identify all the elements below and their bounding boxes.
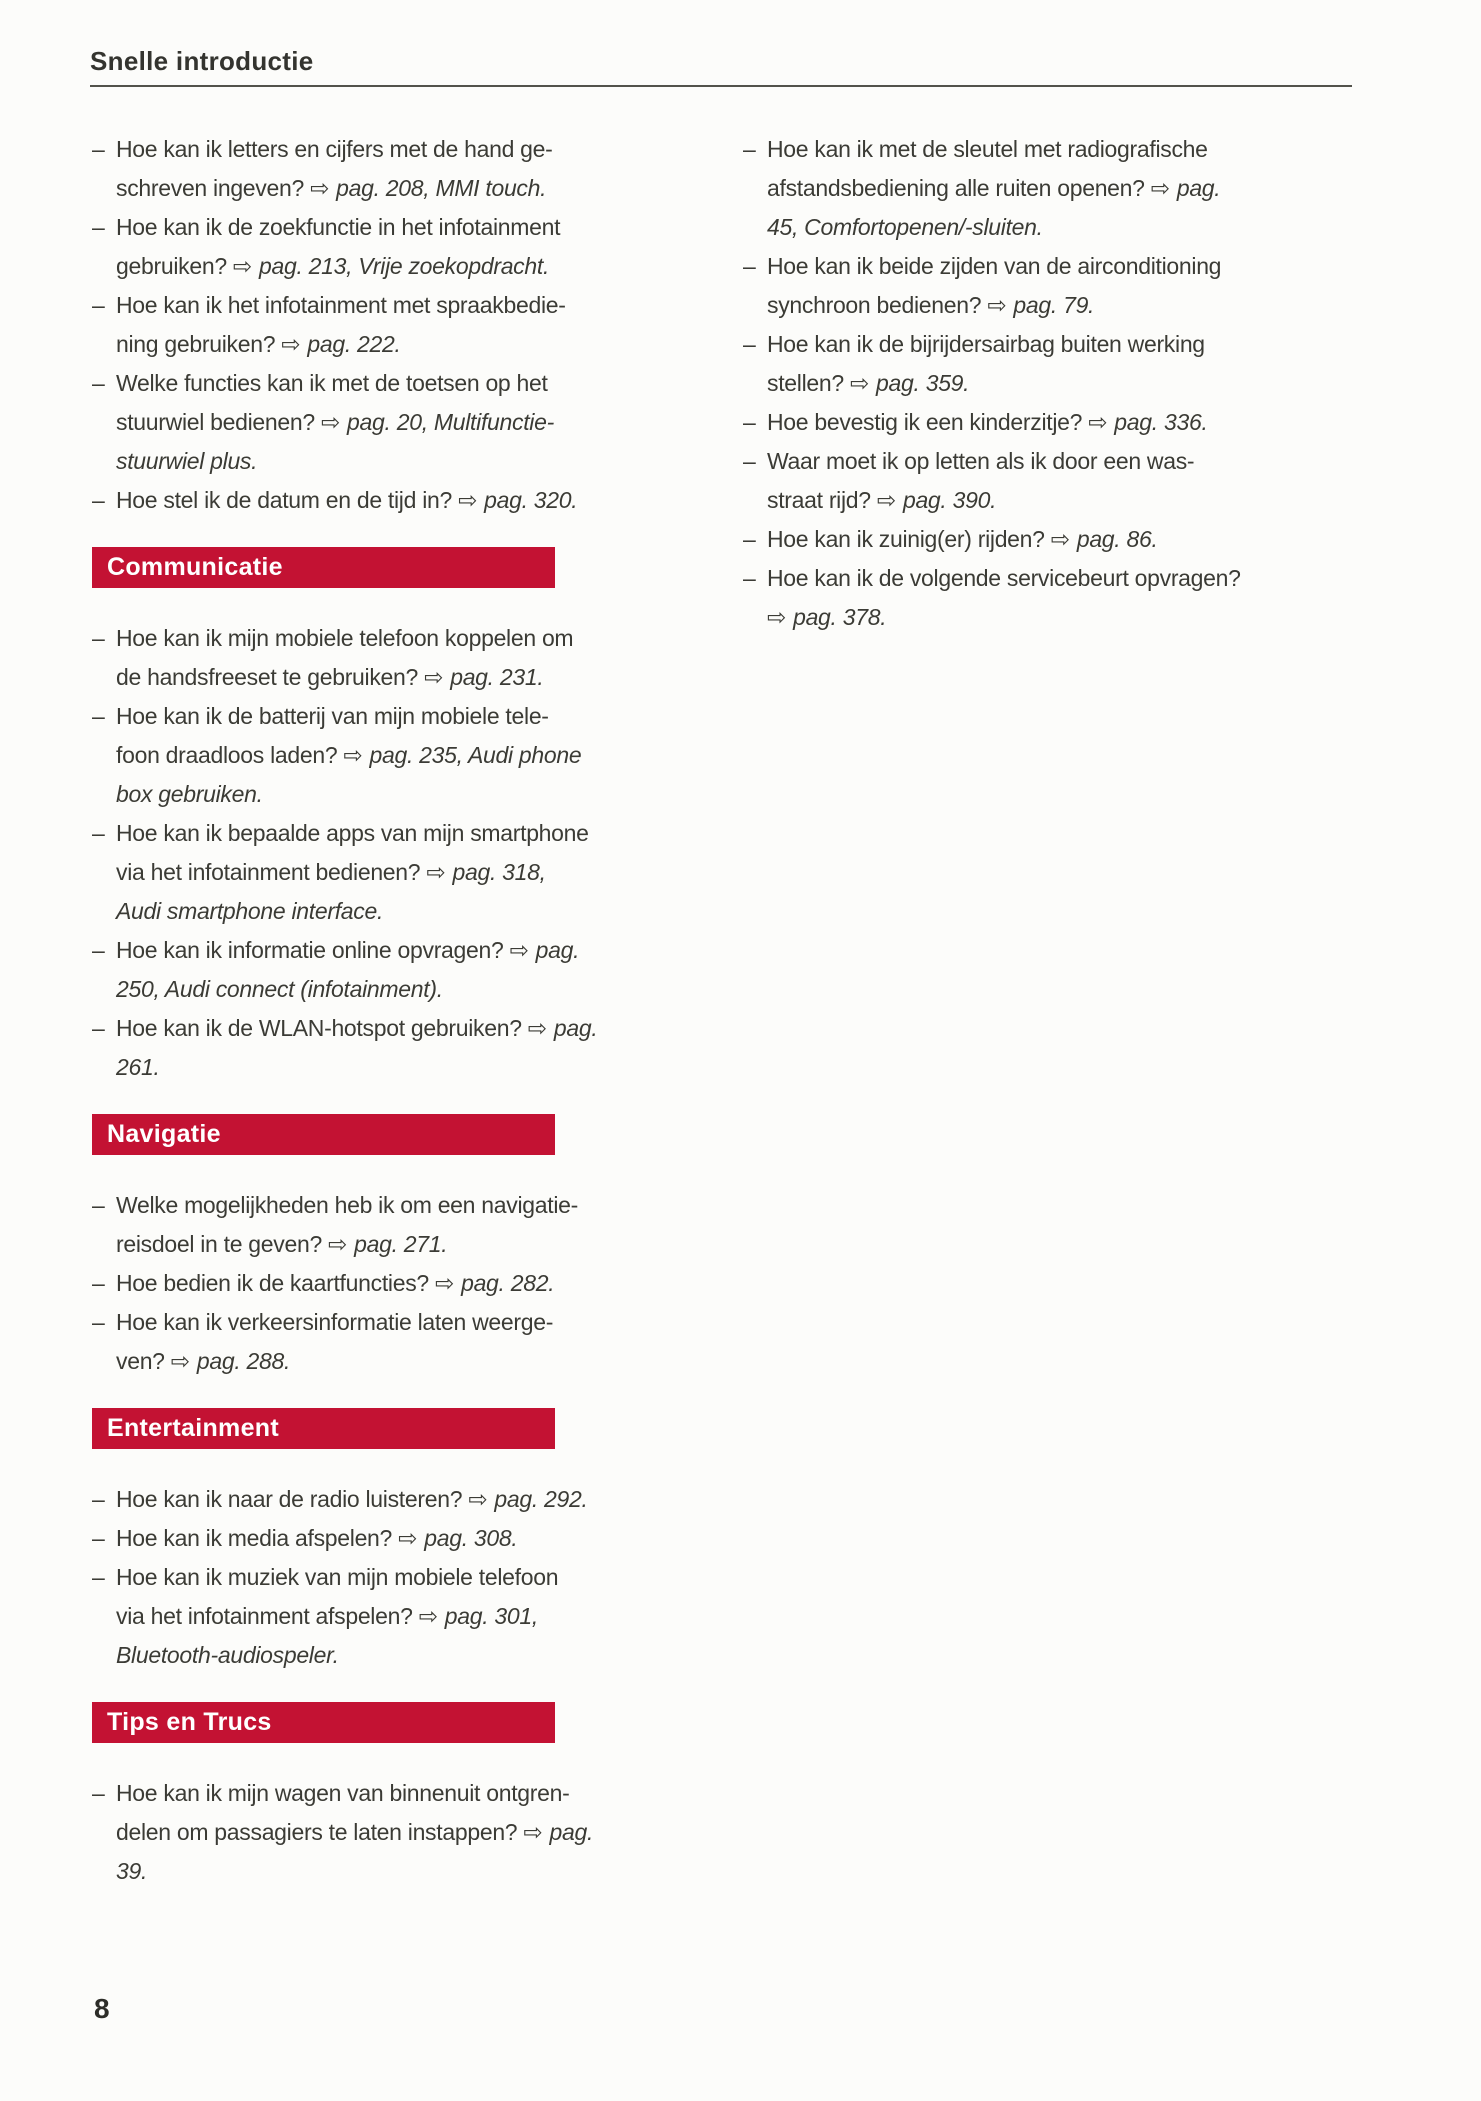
- list-item: [92, 1480, 588, 1519]
- page-ref-arrow-icon: ⇨: [320, 409, 340, 435]
- bullet-dash: –: [92, 1015, 105, 1041]
- list-item: [743, 520, 1318, 559]
- page-ref-arrow-icon: ⇨: [523, 1819, 543, 1845]
- page-ref-text: 261.: [116, 1054, 160, 1080]
- item-text-line: [116, 1813, 594, 1852]
- section-header-label: Navigatie: [107, 1120, 221, 1148]
- question-text: de handsfreeset te gebruiken?: [116, 664, 425, 690]
- question-text: Hoe kan ik letters en cijfers met de hand ge-: [116, 136, 553, 162]
- question-text: Hoe kan ik de bijrijdersairbag buiten werking: [767, 331, 1205, 357]
- page-ref-text: pag.: [1170, 175, 1221, 201]
- page-number: 8: [94, 1993, 110, 2024]
- page-ref-text: pag. 359.: [869, 370, 970, 396]
- page-ref-arrow-icon: ⇨: [1150, 175, 1170, 201]
- item-text-line: [116, 364, 555, 403]
- page-ref-text: pag. 390.: [896, 487, 997, 513]
- item-text-line: [767, 442, 1318, 481]
- page-ref-arrow-icon: ⇨: [232, 253, 252, 279]
- page-ref-text: pag. 288.: [190, 1348, 291, 1374]
- item-text-line: [116, 1009, 598, 1048]
- list-item: [92, 1186, 578, 1264]
- section-header-tips-en-trucs: [92, 1702, 555, 1743]
- bullet-dash: –: [92, 1486, 105, 1512]
- page-ref-text: pag. 213, Vrije zoekopdracht.: [252, 253, 550, 279]
- list-item: [743, 403, 1318, 442]
- item-text-line: [116, 208, 561, 247]
- page-ref-arrow-icon: ⇨: [418, 1603, 438, 1629]
- item-text-line: [767, 364, 1318, 403]
- list-item: [743, 325, 1318, 403]
- bullet-dash: –: [92, 937, 105, 963]
- item-text-line: [767, 559, 1318, 598]
- item-text-line: [116, 481, 578, 520]
- page-ref-text: pag. 336.: [1108, 409, 1208, 435]
- item-text-line: [116, 1597, 555, 1636]
- question-text: Hoe kan ik beide zijden van de airconditioning: [767, 253, 1222, 279]
- item-text-line: [767, 286, 1318, 325]
- item-text-line: [767, 130, 1318, 169]
- bullet-dash: –: [743, 331, 756, 357]
- bullet-dash: –: [92, 1525, 105, 1551]
- list-item: [743, 442, 1318, 520]
- item-text-line: [116, 1225, 555, 1264]
- list-item: [92, 814, 589, 931]
- bullet-dash: –: [92, 487, 105, 513]
- bullet-dash: –: [92, 625, 105, 651]
- page-ref-text: 45, Comfortopenen/-sluiten.: [767, 214, 1043, 240]
- right-column: [743, 130, 1318, 637]
- page-ref-text: stuurwiel plus.: [116, 448, 258, 474]
- question-text: Hoe bedien ik de kaartfuncties?: [116, 1270, 435, 1296]
- item-text-line: [116, 1558, 559, 1597]
- question-text: synchroon bedienen?: [767, 292, 988, 318]
- item-text-line: [116, 286, 566, 325]
- list-item: [92, 1774, 594, 1891]
- question-text: Welke mogelijkheden heb ik om een navigatie-: [116, 1192, 578, 1218]
- list-item: [92, 1303, 555, 1381]
- bullet-dash: –: [92, 820, 105, 846]
- item-text-line: [116, 697, 555, 736]
- item-text-line: [116, 325, 555, 364]
- list-item: [92, 481, 578, 520]
- page-ref-arrow-icon: ⇨: [458, 487, 478, 513]
- page-ref-arrow-icon: ⇨: [876, 487, 896, 513]
- question-text: Welke functies kan ik met de toetsen op het: [116, 370, 548, 396]
- page-ref-arrow-icon: ⇨: [1050, 526, 1070, 552]
- item-text-line: [116, 1852, 555, 1891]
- question-text: Hoe kan ik zuinig(er) rijden?: [767, 526, 1051, 552]
- list-item: [92, 130, 555, 208]
- page-ref-text: Bluetooth-audiospeler.: [116, 1642, 339, 1668]
- list-item: [92, 1009, 598, 1087]
- item-text-line: [116, 442, 555, 481]
- title-rule: [90, 85, 1352, 87]
- bullet-dash: –: [92, 370, 105, 396]
- bullet-dash: –: [92, 1309, 105, 1335]
- page-ref-arrow-icon: ⇨: [987, 292, 1007, 318]
- list-item: [92, 697, 582, 814]
- item-text-line: [116, 853, 555, 892]
- list-item: [92, 1264, 555, 1303]
- list-item: [743, 247, 1318, 325]
- list-item: [92, 364, 555, 481]
- page-ref-arrow-icon: ⇨: [398, 1525, 418, 1551]
- item-text-line: [767, 481, 1318, 520]
- list-item: [92, 619, 574, 697]
- section-header-label: Entertainment: [107, 1414, 279, 1442]
- item-text-line: [116, 247, 555, 286]
- item-text-line: [116, 931, 580, 970]
- question-text: stuurwiel bedienen?: [116, 409, 321, 435]
- page-ref-arrow-icon: ⇨: [767, 604, 786, 630]
- left-column: [92, 130, 598, 1891]
- question-text: Hoe kan ik verkeersinformatie laten weerge-: [116, 1309, 554, 1335]
- page-ref-text: pag. 79.: [1007, 292, 1095, 318]
- item-text-line: [767, 520, 1318, 559]
- section-header-entertainment: [92, 1408, 555, 1449]
- question-text: Hoe kan ik de WLAN-hotspot gebruiken?: [116, 1015, 528, 1041]
- question-text: afstandsbediening alle ruiten openen?: [767, 175, 1151, 201]
- page-title: Snelle introductie: [90, 46, 314, 76]
- list-item: [743, 130, 1318, 247]
- page-ref-text: pag. 235, Audi phone: [363, 742, 582, 768]
- page-ref-arrow-icon: ⇨: [170, 1348, 190, 1374]
- page-ref-text: pag. 320.: [478, 487, 578, 513]
- item-text-line: [116, 658, 555, 697]
- page-ref-text: 39.: [116, 1858, 148, 1884]
- item-text-line: [116, 775, 555, 814]
- item-text-line: [116, 1636, 555, 1675]
- bullet-dash: –: [743, 136, 756, 162]
- item-text-line: [116, 169, 555, 208]
- question-text: schreven ingeven?: [116, 175, 311, 201]
- item-text-line: [767, 169, 1318, 208]
- page-ref-text: pag. 222.: [301, 331, 401, 357]
- page-ref-text: pag.: [543, 1819, 594, 1845]
- question-text: reisdoel in te geven?: [116, 1231, 329, 1257]
- page-ref-arrow-icon: ⇨: [343, 742, 363, 768]
- section-header-communicatie: [92, 547, 555, 588]
- question-text: Hoe bevestig ik een kinderzitje?: [767, 409, 1089, 435]
- item-text-line: [116, 814, 589, 853]
- section-header-navigatie: [92, 1114, 555, 1155]
- item-text-line: [116, 1342, 555, 1381]
- item-text-line: [116, 130, 555, 169]
- question-text: Waar moet ik op letten als ik door een was-: [767, 448, 1195, 474]
- item-text-line: [116, 1186, 578, 1225]
- bullet-dash: –: [743, 409, 756, 435]
- item-text-line: [767, 325, 1318, 364]
- question-text: Hoe kan ik de batterij van mijn mobiele tele-: [116, 703, 549, 729]
- question-text: Hoe kan ik de zoekfunctie in het infotainment: [116, 214, 561, 240]
- question-text: via het infotainment bedienen?: [116, 859, 427, 885]
- item-text-line: [116, 1264, 555, 1303]
- question-text: Hoe kan ik bepaalde apps van mijn smartphone: [116, 820, 589, 846]
- question-text: Hoe kan ik media afspelen?: [116, 1525, 399, 1551]
- bullet-dash: –: [743, 448, 756, 474]
- item-text-line: [116, 1519, 555, 1558]
- question-text: delen om passagiers te laten instappen?: [116, 1819, 524, 1845]
- question-text: Hoe kan ik het infotainment met spraakbedie-: [116, 292, 566, 318]
- page-ref-text: pag. 292.: [488, 1486, 588, 1512]
- question-text: Hoe stel ik de datum en de tijd in?: [116, 487, 459, 513]
- page-ref-text: pag. 378.: [786, 604, 887, 630]
- page-ref-text: pag. 271.: [348, 1231, 448, 1257]
- bullet-dash: –: [92, 292, 105, 318]
- item-text-line: [767, 403, 1318, 442]
- question-text: stellen?: [767, 370, 850, 396]
- item-text-line: [116, 736, 582, 775]
- page-ref-arrow-icon: ⇨: [310, 175, 330, 201]
- question-text: Hoe kan ik de volgende servicebeurt opvragen?: [767, 565, 1241, 591]
- page-ref-arrow-icon: ⇨: [435, 1270, 454, 1296]
- bullet-dash: –: [92, 703, 105, 729]
- question-text: Hoe kan ik naar de radio luisteren?: [116, 1486, 469, 1512]
- page-ref-arrow-icon: ⇨: [328, 1231, 348, 1257]
- bullet-dash: –: [92, 1192, 105, 1218]
- page-ref-arrow-icon: ⇨: [849, 370, 869, 396]
- page-ref-arrow-icon: ⇨: [527, 1015, 547, 1041]
- question-text: Hoe kan ik met de sleutel met radiografische: [767, 136, 1208, 162]
- page-ref-text: pag. 282.: [454, 1270, 555, 1296]
- page-ref-text: pag. 20, Multifunctie-: [340, 409, 554, 435]
- question-text: Hoe kan ik mijn mobiele telefoon koppelen om: [116, 625, 574, 651]
- list-item: [92, 208, 561, 286]
- item-text-line: [767, 208, 1318, 247]
- list-item: [92, 1558, 559, 1675]
- question-text: Hoe kan ik informatie online opvragen?: [116, 937, 510, 963]
- list-item: [92, 931, 580, 1009]
- page-ref-text: pag. 318,: [446, 859, 546, 885]
- page-ref-text: Audi smartphone interface.: [116, 898, 384, 924]
- bullet-dash: –: [743, 565, 756, 591]
- page-ref-text: pag. 208, MMI touch.: [330, 175, 547, 201]
- page-ref-text: pag.: [529, 937, 580, 963]
- page-ref-text: 250, Audi connect (infotainment).: [116, 976, 443, 1002]
- question-text: foon draadloos laden?: [116, 742, 344, 768]
- question-text: Hoe kan ik muziek van mijn mobiele telefoon: [116, 1564, 559, 1590]
- page-ref-text: pag. 301,: [438, 1603, 538, 1629]
- list-item: [92, 1519, 555, 1558]
- question-text: straat rijd?: [767, 487, 877, 513]
- item-text-line: [116, 1774, 570, 1813]
- section-header-label: Tips en Trucs: [107, 1708, 272, 1736]
- page-ref-arrow-icon: ⇨: [509, 937, 529, 963]
- page-ref-text: pag. 86.: [1070, 526, 1158, 552]
- page-ref-text: pag.: [547, 1015, 598, 1041]
- question-text: ven?: [116, 1348, 171, 1374]
- page-ref-arrow-icon: ⇨: [468, 1486, 488, 1512]
- question-text: gebruiken?: [116, 253, 233, 279]
- bullet-dash: –: [743, 253, 756, 279]
- question-text: via het infotainment afspelen?: [116, 1603, 419, 1629]
- page-ref-text: pag. 308.: [418, 1525, 518, 1551]
- page-ref-text: box gebruiken.: [116, 781, 263, 807]
- page-ref-text: pag. 231.: [444, 664, 544, 690]
- item-text-line: [116, 1480, 588, 1519]
- question-text: ning gebruiken?: [116, 331, 282, 357]
- bullet-dash: –: [92, 1564, 105, 1590]
- item-text-line: [767, 598, 1318, 637]
- item-text-line: [116, 970, 555, 1009]
- bullet-dash: –: [92, 136, 105, 162]
- item-text-line: [767, 247, 1318, 286]
- item-text-line: [116, 619, 574, 658]
- bullet-dash: –: [743, 526, 756, 552]
- page-ref-arrow-icon: ⇨: [1088, 409, 1108, 435]
- item-text-line: [116, 1303, 555, 1342]
- item-text-line: [116, 403, 555, 442]
- page-ref-arrow-icon: ⇨: [424, 664, 444, 690]
- question-text: Hoe kan ik mijn wagen van binnenuit ontgren-: [116, 1780, 570, 1806]
- page-ref-arrow-icon: ⇨: [281, 331, 301, 357]
- item-text-line: [116, 1048, 555, 1087]
- section-header-label: Communicatie: [107, 553, 283, 581]
- bullet-dash: –: [92, 1270, 105, 1296]
- bullet-dash: –: [92, 1780, 105, 1806]
- list-item: [92, 286, 566, 364]
- page-ref-arrow-icon: ⇨: [426, 859, 446, 885]
- list-item: [743, 559, 1318, 637]
- bullet-dash: –: [92, 214, 105, 240]
- item-text-line: [116, 892, 555, 931]
